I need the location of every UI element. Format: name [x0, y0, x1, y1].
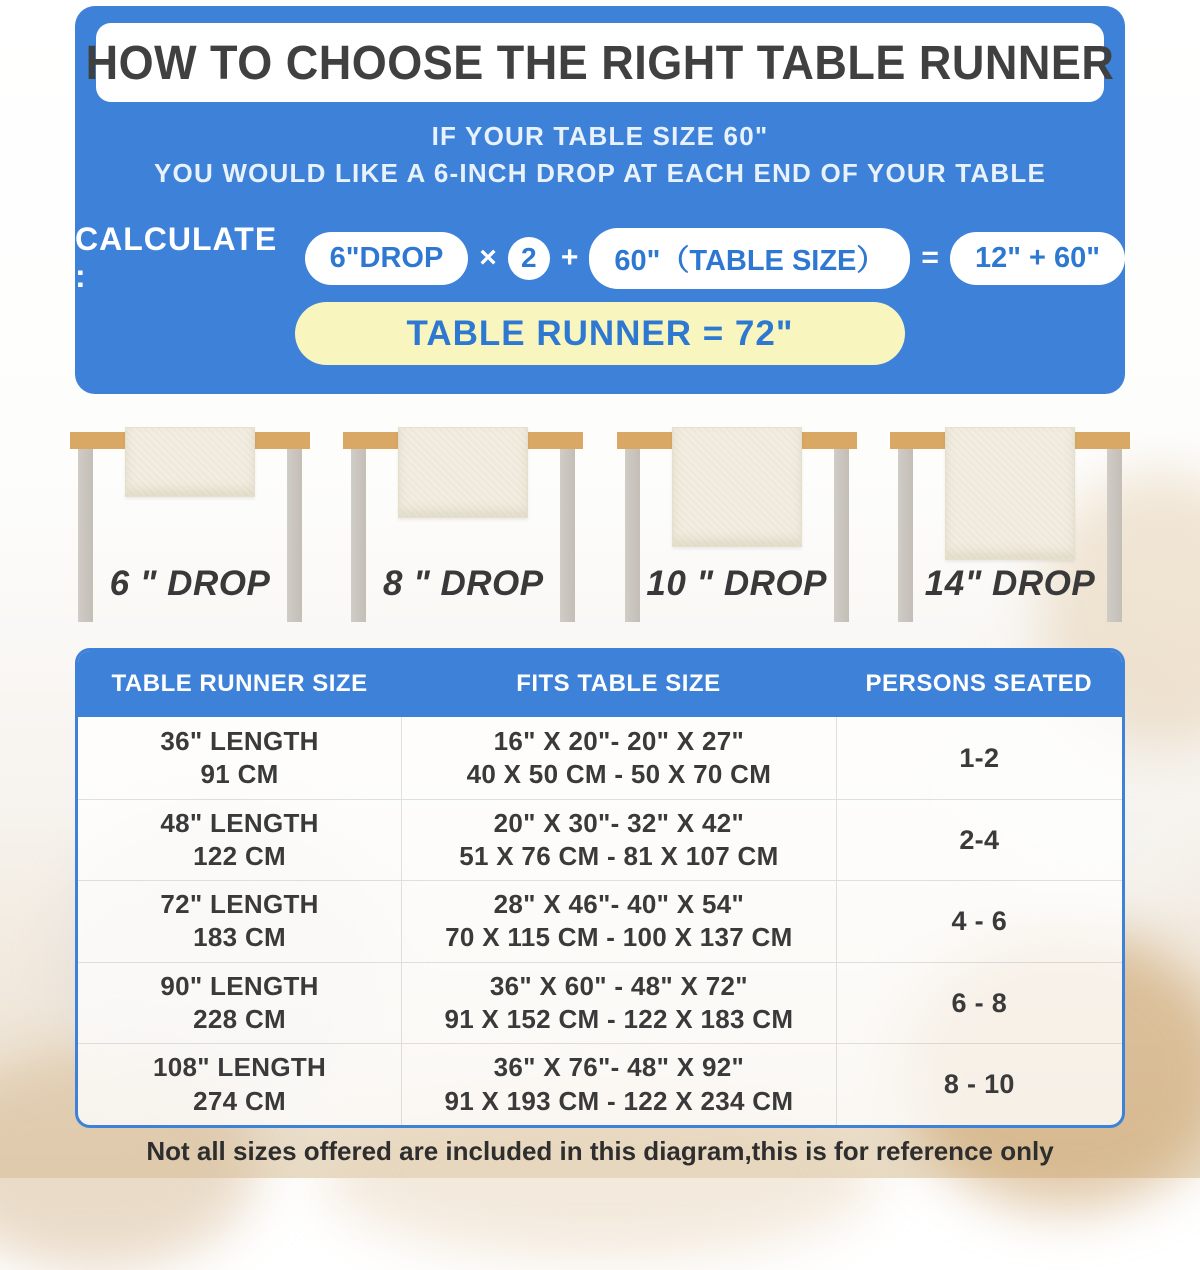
drop-illustrations: [70, 424, 1130, 632]
table-illustration-14in: [890, 424, 1130, 632]
fits-size-cell: [401, 1044, 836, 1125]
disclaimer-note: Not all sizes offered are included in this diagram,this is for reference only: [146, 1136, 1054, 1166]
table-size-pill: 60"（TABLE SIZE）: [589, 228, 910, 289]
fits-size-cm: 91 X 193 CM - 122 X 234 CM: [444, 1085, 794, 1116]
fits-size-inches: 36" X 60" - 48" X 72": [489, 970, 748, 1001]
runner-length-cm: 122 CM: [193, 840, 286, 871]
table-row: [78, 880, 1122, 962]
table-runner: [125, 427, 255, 497]
page-title: HOW TO CHOOSE THE RIGHT TABLE RUNNER: [85, 34, 1115, 90]
fits-size-cell: [401, 963, 836, 1044]
table-row: [78, 717, 1122, 799]
fits-size-cm: 91 X 152 CM - 122 X 183 CM: [444, 1004, 794, 1035]
table-runner: [398, 427, 528, 518]
column-header-persons-seated: PERSONS SEATED: [865, 670, 1093, 697]
persons-seated-cell: [836, 800, 1122, 881]
drop-label: 8 " DROP: [383, 564, 544, 603]
runner-length-inches: 48" LENGTH: [160, 807, 319, 838]
runner-length-inches: 90" LENGTH: [160, 970, 319, 1001]
table-row: [78, 1043, 1122, 1125]
plus-operator: +: [560, 241, 579, 274]
subtitle-line-2: YOU WOULD LIKE A 6-INCH DROP AT EACH END OF YOUR TABLE: [153, 158, 1046, 188]
table-row: [78, 799, 1122, 881]
runner-length-inches: 108" LENGTH: [153, 1052, 327, 1083]
column-header-runner-size: TABLE RUNNER SIZE: [111, 670, 368, 697]
multiply-operator: ×: [479, 241, 497, 274]
title-banner: [85, 23, 1115, 102]
runner-length-cm: 274 CM: [193, 1085, 286, 1116]
runner-length-cm: 228 CM: [193, 1004, 286, 1035]
table-illustration-8in: [343, 424, 583, 632]
persons-count: 1-2: [959, 742, 1000, 773]
subtitle-line-1: IF YOUR TABLE SIZE 60": [431, 121, 769, 151]
size-chart-body: [78, 717, 1122, 1125]
times-two-pill: 2: [508, 237, 550, 280]
table-row: [78, 962, 1122, 1044]
column-header-fits-table-size: FITS TABLE SIZE: [516, 670, 721, 697]
drop-label: 10 " DROP: [646, 564, 827, 603]
runner-size-cell: [78, 800, 401, 881]
persons-count: 4 - 6: [951, 906, 1008, 937]
drop-label: 6 " DROP: [109, 564, 271, 603]
runner-length-inches: 36" LENGTH: [160, 725, 319, 756]
result-pill: TABLE RUNNER = 72": [295, 302, 905, 365]
sum-pill: 12" + 60": [950, 232, 1125, 285]
runner-length-inches: 72" LENGTH: [160, 889, 319, 920]
persons-count: 6 - 8: [951, 987, 1008, 1018]
table-runner: [672, 427, 802, 547]
runner-size-cell: [78, 717, 401, 799]
persons-count: 2-4: [959, 824, 1000, 855]
runner-length-cm: 183 CM: [193, 922, 286, 953]
persons-seated-cell: [836, 963, 1122, 1044]
fits-size-cell: [401, 881, 836, 962]
fits-size-inches: 28" X 46"- 40" X 54": [493, 889, 745, 920]
fits-size-inches: 20" X 30"- 32" X 42": [493, 807, 745, 838]
equals-operator: =: [921, 241, 939, 274]
fits-size-cell: [401, 717, 836, 799]
calculate-label: CALCULATE :: [75, 221, 278, 294]
runner-length-cm: 91 CM: [200, 758, 279, 789]
size-chart-table: [75, 648, 1125, 1128]
table-illustration-6in: [70, 424, 310, 632]
runner-size-cell: [78, 881, 401, 962]
fits-size-inches: 36" X 76"- 48" X 92": [493, 1052, 745, 1083]
fits-size-cm: 40 X 50 CM - 50 X 70 CM: [466, 758, 772, 789]
table-illustration-10in: [617, 424, 857, 632]
persons-seated-cell: [836, 1044, 1122, 1125]
drop-value-pill: 6"DROP: [305, 232, 469, 285]
persons-seated-cell: [836, 717, 1122, 799]
runner-size-cell: [78, 963, 401, 1044]
fits-size-cm: 70 X 115 CM - 100 X 137 CM: [445, 922, 793, 953]
drop-label: 14" DROP: [924, 564, 1096, 603]
persons-count: 8 - 10: [943, 1069, 1015, 1100]
table-runner: [945, 427, 1075, 560]
fits-size-cell: [401, 800, 836, 881]
fits-size-inches: 16" X 20"- 20" X 27": [493, 725, 745, 756]
persons-seated-cell: [836, 881, 1122, 962]
fits-size-cm: 51 X 76 CM - 81 X 107 CM: [459, 840, 779, 871]
calculation-row: [75, 221, 1125, 294]
size-chart-header: [78, 651, 1122, 717]
instruction-panel: [75, 6, 1125, 394]
runner-size-cell: [78, 1044, 401, 1125]
